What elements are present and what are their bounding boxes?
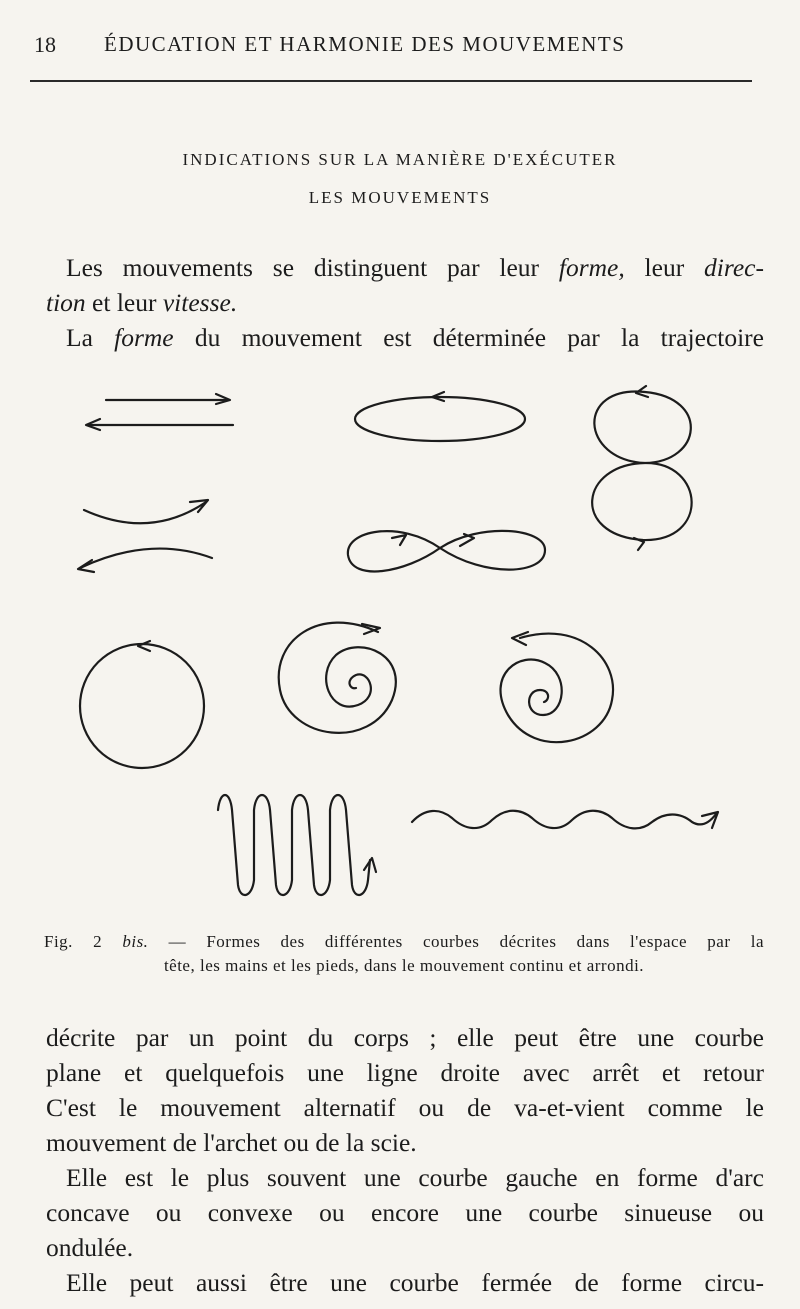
spiral-outward-icon — [279, 623, 396, 733]
intro-line-2: tion et leur vitesse. — [46, 288, 238, 317]
figure-eight-horizontal-icon — [348, 531, 545, 572]
body-line: Elle est le plus souvent une courbe gauche en forme d'arc — [66, 1163, 764, 1192]
figure-eight-vertical-icon — [592, 386, 691, 550]
intro-line-3: La forme du mouvement est déterminée par la trajectoire — [66, 323, 764, 352]
sine-wave-icon — [412, 811, 718, 829]
figure-caption — [44, 930, 764, 978]
running-title: ÉDUCATION ET HARMONIE DES MOUVEMENTS — [104, 32, 626, 56]
body-line: mouvement de l'archet ou de la scie. — [46, 1128, 417, 1157]
body-line: ondulée. — [46, 1233, 134, 1262]
page-header — [30, 30, 750, 62]
body-line: plane et quelquefois une ligne droite avec arrêt et retour — [46, 1058, 764, 1087]
header-rule — [30, 80, 752, 82]
straight-lines-icon — [86, 394, 233, 430]
section-title-line1: INDICATIONS SUR LA MANIÈRE D'EXÉCUTER — [182, 150, 618, 169]
caption-line-2: tête, les mains et les pieds, dans le mouvement continu et arrondi. — [163, 956, 645, 975]
ellipse-icon — [355, 392, 525, 441]
body-paragraphs — [46, 1020, 764, 1300]
page-number: 18 — [34, 32, 56, 57]
body-line: C'est le mouvement alternatif ou de va-et-vient comme le — [46, 1093, 764, 1122]
spiral-inward-icon — [501, 632, 614, 742]
body-line: concave ou convexe ou encore une courbe sinueuse ou — [46, 1198, 764, 1227]
caption-line-1: Fig. 2 bis. — Formes des différentes courbes décrites dans l'espace par la — [44, 932, 764, 951]
arcs-icon — [78, 500, 212, 572]
vertical-zigzag-icon — [218, 795, 376, 895]
intro-line-1: Les mouvements se distinguent par leur forme, leur direc- — [66, 253, 764, 282]
curve-figure — [40, 370, 760, 930]
section-title-line2: LES MOUVEMENTS — [308, 188, 492, 207]
circle-icon — [80, 641, 204, 768]
body-line: Elle peut aussi être une courbe fermée de forme circu- — [66, 1268, 764, 1297]
curve-drawings — [40, 370, 760, 930]
body-line: décrite par un point du corps ; elle peut être une courbe — [46, 1023, 764, 1052]
intro-paragraph — [46, 250, 764, 355]
